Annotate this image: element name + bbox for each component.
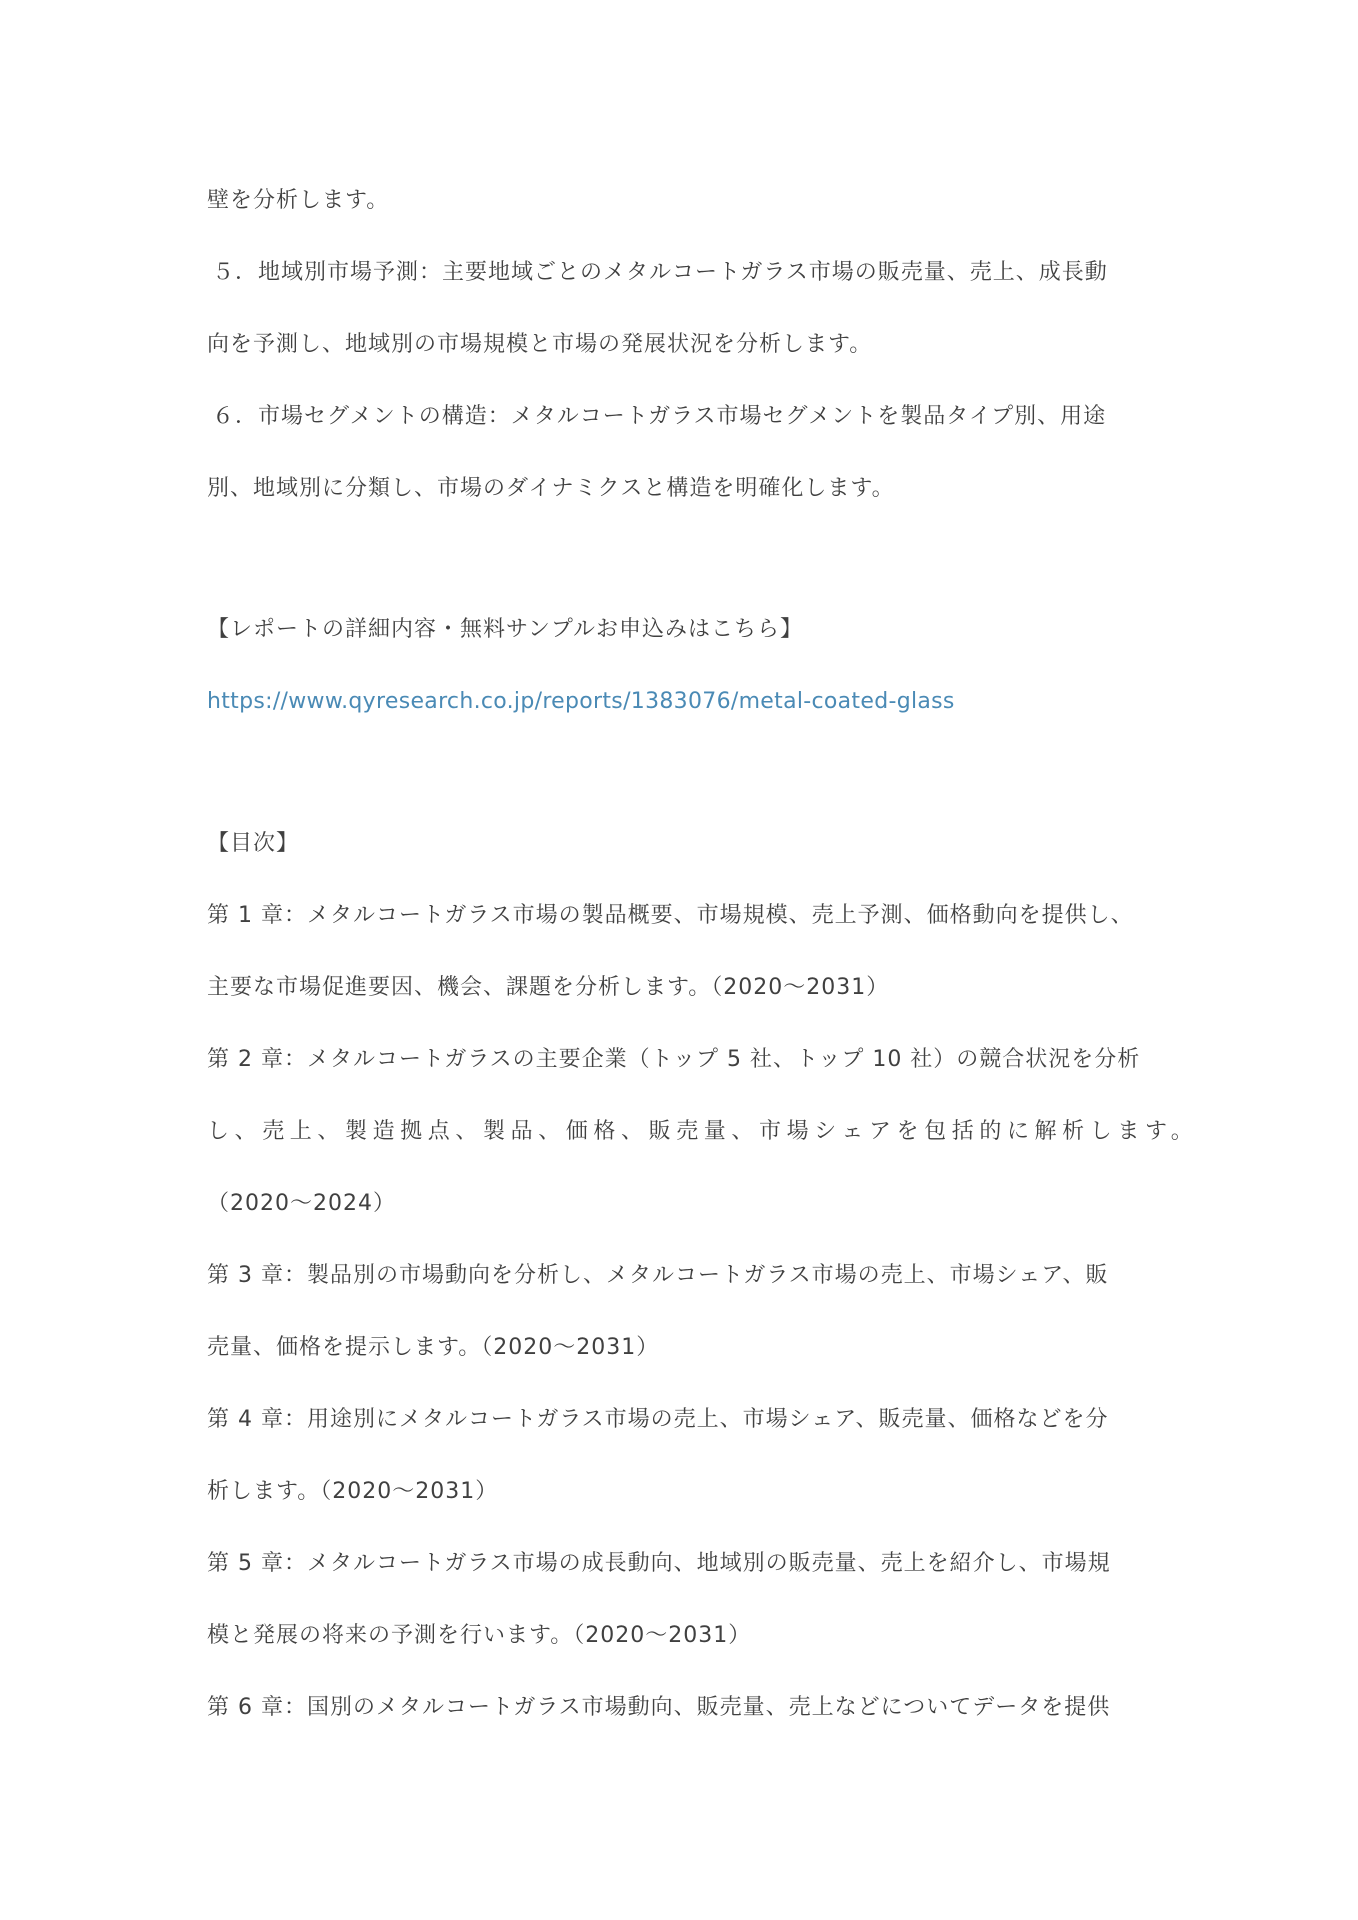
toc-chapter-2-line-3: （2020～2024）: [207, 1191, 396, 1216]
toc-chapter-5-line-1: 第 5 章：メタルコートガラス市場の成長動向、地域別の販売量、売上を紹介し、市場規: [207, 1551, 1111, 1576]
toc-chapter-4-line-2: 析します。（2020～2031）: [207, 1479, 499, 1504]
toc-chapter-2-line-2: し、売上、製造拠点、製品、価格、販売量、市場シェアを包括的に解析します。: [207, 1119, 1199, 1144]
item-5-text: 地域別市場予測：主要地域ごとのメタルコートガラス市場の販売量、売上、成長動: [258, 260, 1108, 285]
item-5-number: ５．: [212, 260, 259, 285]
toc-chapter-5-line-2: 模と発展の将来の予測を行います。（2020～2031）: [207, 1623, 752, 1648]
toc-chapter-1-line-2: 主要な市場促進要因、機会、課題を分析します。（2020～2031）: [207, 975, 890, 1000]
item-6-line-2: 別、地域別に分類し、市場のダイナミクスと構造を明確化します。: [207, 476, 895, 501]
item-5-line-2: 向を予測し、地域別の市場規模と市場の発展状況を分析します。: [207, 332, 873, 357]
toc-chapter-4-line-1: 第 4 章：用途別にメタルコートガラス市場の売上、市場シェア、販売量、価格などを分: [207, 1407, 1109, 1432]
toc-chapter-2-line-1: 第 2 章：メタルコートガラスの主要企業（トップ 5 社、トップ 10 社）の競合状況を分析: [207, 1047, 1141, 1072]
intro-line: 壁を分析します。: [207, 188, 390, 213]
toc-chapter-3-line-1: 第 3 章：製品別の市場動向を分析し、メタルコートガラス市場の売上、市場シェア、販: [207, 1263, 1109, 1288]
report-heading: 【レポートの詳細内容・無料サンプルお申込みはこちら】: [207, 617, 804, 642]
item-6-line-1: [212, 402, 1172, 432]
toc-chapter-1-line-1: 第 1 章：メタルコートガラス市場の製品概要、市場規模、売上予測、価格動向を提供し、: [207, 903, 1134, 928]
toc-chapter-3-line-2: 売量、価格を提示します。（2020～2031）: [207, 1335, 660, 1360]
toc-heading: 【目次】: [207, 831, 300, 856]
item-6-number: ６．: [212, 404, 259, 429]
item-5-line-1: [212, 258, 1172, 288]
toc-chapter-6-line-1: 第 6 章：国別のメタルコートガラス市場動向、販売量、売上などについてデータを提供: [207, 1695, 1111, 1720]
item-6-text: 市場セグメントの構造：メタルコートガラス市場セグメントを製品タイプ別、用途: [258, 404, 1107, 429]
report-link[interactable]: https://www.qyresearch.co.jp/reports/1383076/metal-coated-glass: [207, 689, 955, 714]
